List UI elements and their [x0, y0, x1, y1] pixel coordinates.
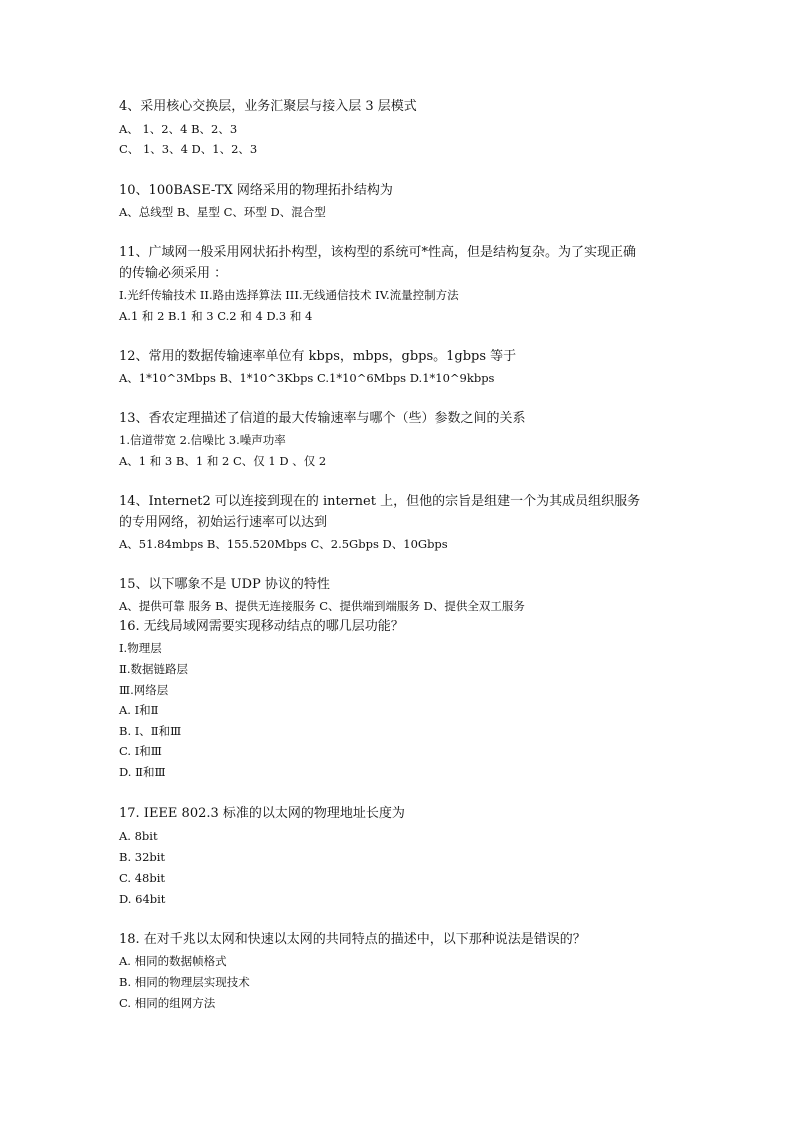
question-16-option-b: B. Ⅰ、Ⅱ和Ⅲ — [119, 724, 182, 738]
question-13-stem: 13、香农定理描述了信道的最大传输速率与哪个（些）参数之间的关系 — [119, 411, 526, 426]
question-17-option-a: A. 8bit — [119, 829, 158, 843]
question-16-option-d: D. Ⅱ和Ⅲ — [119, 765, 166, 779]
question-17-option-d: D. 64bit — [119, 892, 166, 906]
question-18-option-c: C. 相同的组网方法 — [119, 996, 216, 1010]
question-16-item-1: Ⅰ.物理层 — [119, 641, 162, 655]
question-14-stem-line-1: 14、Internet2 可以连接到现在的 internet 上，但他的宗旨是组建一个为其成员组织服务 — [119, 494, 641, 509]
question-13-items: 1.信道带宽 2.信噪比 3.噪声功率 — [119, 433, 286, 447]
question-14-stem-line-2: 的专用网络，初始运行速率可以达到 — [119, 515, 328, 530]
question-18-stem: 18. 在对千兆以太网和快速以太网的共同特点的描述中，以下那种说法是错误的？ — [119, 932, 586, 947]
question-12-options: A、1*10^3Mbps B、1*10^3Kbps C.1*10^6Mbps D.1*10^9kbps — [119, 371, 495, 385]
question-17-stem: 17. IEEE 802.3 标准的以太网的物理地址长度为 — [119, 806, 405, 821]
question-4-stem: 4、采用核心交换层，业务汇聚层与接入层 3 层模式 — [119, 99, 417, 114]
question-15-options: A、提供可靠 服务 B、提供无连接服务 C、提供端到端服务 D、提供全双工服务 — [119, 599, 525, 613]
question-11-options: A.1 和 2 B.1 和 3 C.2 和 4 D.3 和 4 — [119, 309, 313, 323]
question-17-option-b: B. 32bit — [119, 850, 166, 864]
question-16-item-3: Ⅲ.网络层 — [119, 683, 169, 697]
question-16-option-c: C. Ⅰ和Ⅲ — [119, 744, 162, 758]
question-16-stem: 16. 无线局域网需要实现移动结点的哪几层功能？ — [119, 619, 404, 634]
question-17-option-c: C. 48bit — [119, 871, 165, 885]
question-18-option-a: A. 相同的数据帧格式 — [119, 954, 227, 968]
question-11-stem-line-2: 的传输必须采用 ： — [119, 266, 228, 281]
question-18-option-b: B. 相同的物理层实现技术 — [119, 975, 250, 989]
question-4-options-line-1: A、 1、2、4 B、2、3 — [119, 122, 238, 136]
question-16-item-2: Ⅱ.数据链路层 — [119, 662, 188, 676]
question-13-options: A、1 和 3 B、1 和 2 C、仅 1 D 、仅 2 — [119, 454, 327, 468]
question-4-options-line-2: C、 1、3、4 D、1、2、3 — [119, 142, 258, 156]
question-10-stem: 10、100BASE-TX 网络采用的物理拓扑结构为 — [119, 183, 393, 198]
question-14-options: A、51.84mbps B、155.520Mbps C、2.5Gbps D、10Gbps — [119, 537, 448, 551]
question-10-options: A、总线型 B、星型 C、环型 D、混合型 — [119, 205, 326, 219]
question-12-stem: 12、常用的数据传输速率单位有 kbps，mbps，gbps。1gbps 等于 — [119, 349, 517, 364]
question-15-stem: 15、以下哪象不是 UDP 协议的特性 — [119, 577, 330, 592]
question-16-option-a: A. Ⅰ和Ⅱ — [119, 703, 159, 717]
question-11-stem-line-1: 11、广域网一般采用网状拓扑构型，该构型的系统可*性高，但是结构复杂。为了实现正确 — [119, 245, 637, 260]
question-11-items: I.光纤传输技术 II.路由选择算法 III.无线通信技术 IV.流量控制方法 — [119, 288, 459, 302]
